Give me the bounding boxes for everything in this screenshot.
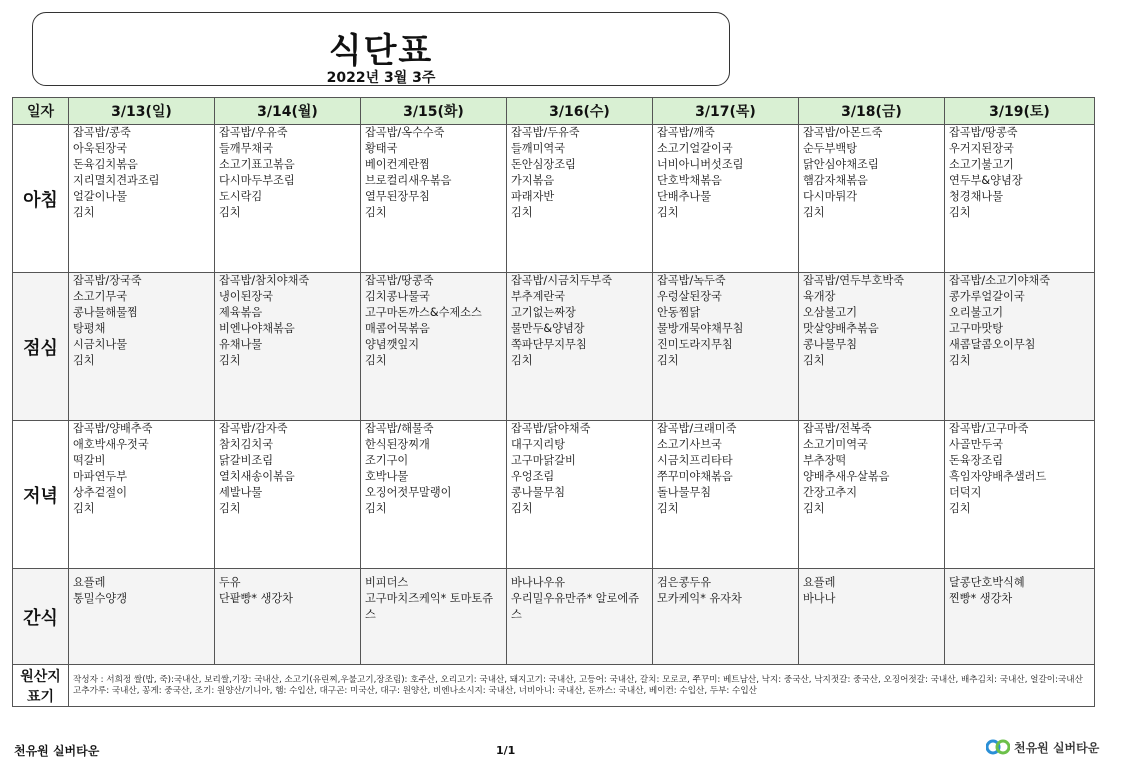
menu-cell: 잡곡밥/시금치두부죽 부추계란국 고기없는짜장 물만두&양념장 쪽파단무지무침 김치 bbox=[507, 273, 653, 421]
menu-cell: 두유 단팥빵* 생강차 bbox=[215, 569, 361, 665]
day-header: 3/13(일) bbox=[69, 98, 215, 125]
menu-cell: 잡곡밥/녹두죽 우렁살된장국 안동찜닭 물방개묵야채무침 진미도라지무침 김치 bbox=[653, 273, 799, 421]
origin-label-text: 원산지 표기 bbox=[20, 668, 61, 705]
day-header: 3/15(화) bbox=[361, 98, 507, 125]
origin-label bbox=[13, 665, 69, 707]
meal-label-snack: 간식 bbox=[13, 569, 69, 665]
menu-cell: 달콩단호박식혜 찐빵* 생강차 bbox=[945, 569, 1095, 665]
origin-row bbox=[13, 665, 1095, 707]
menu-table bbox=[12, 97, 1095, 707]
menu-cell: 잡곡밥/옥수수죽 황태국 베이컨계란찜 브로컬리새우볶음 열무된장무침 김치 bbox=[361, 125, 507, 273]
menu-cell: 잡곡밥/크래미죽 소고기사브국 시금치프리타타 쭈꾸미야채볶음 돌나물무침 김치 bbox=[653, 421, 799, 569]
day-header: 3/19(토) bbox=[945, 98, 1095, 125]
menu-cell: 잡곡밥/땅콩죽 김치콩나물국 고구마돈까스&수제소스 매콤어묵볶음 양념깻잎지 김치 bbox=[361, 273, 507, 421]
footer-org-name: 천유원 실버타운 bbox=[14, 744, 100, 758]
menu-cell: 잡곡밥/소고기야채죽 콩가루얼갈이국 오리불고기 고구마맛탕 새콤달콤오이무침 김치 bbox=[945, 273, 1095, 421]
day-header: 3/14(월) bbox=[215, 98, 361, 125]
menu-cell: 비피더스 고구마치즈케익* 토마토쥬스 bbox=[361, 569, 507, 665]
day-header: 3/16(수) bbox=[507, 98, 653, 125]
menu-cell: 잡곡밥/닭야채죽 대구지리탕 고구마닭갈비 우엉조림 콩나물무침 김치 bbox=[507, 421, 653, 569]
snack-row bbox=[13, 569, 1095, 665]
menu-cell: 잡곡밥/해물죽 한식된장찌개 조기구이 호박나물 오징어젓무말랭이 김치 bbox=[361, 421, 507, 569]
menu-cell: 검은콩두유 모카케익* 유자차 bbox=[653, 569, 799, 665]
meal-label-dinner: 저녁 bbox=[13, 421, 69, 569]
page-title: 식단표 bbox=[328, 31, 434, 71]
menu-cell: 잡곡밥/깨죽 소고기얼갈이국 너비아니버섯조림 단호박채볶음 단배추나물 김치 bbox=[653, 125, 799, 273]
breakfast-row bbox=[13, 125, 1095, 273]
menu-cell: 잡곡밥/콩죽 아욱된장국 돈육김치볶음 지리멸치견과조림 얼갈이나물 김치 bbox=[69, 125, 215, 273]
page-number: 1/1 bbox=[496, 744, 516, 757]
menu-cell: 요플레 바나나 bbox=[799, 569, 945, 665]
menu-cell: 잡곡밥/양배추죽 애호박새우젓국 떡갈비 마파연두부 상추겉절이 김치 bbox=[69, 421, 215, 569]
day-header: 3/17(목) bbox=[653, 98, 799, 125]
meal-label-lunch: 점심 bbox=[13, 273, 69, 421]
menu-cell: 잡곡밥/장국죽 소고기무국 콩나물해물찜 탕평채 시금치나물 김치 bbox=[69, 273, 215, 421]
day-header: 3/18(금) bbox=[799, 98, 945, 125]
menu-cell: 요플레 통밀수양갱 bbox=[69, 569, 215, 665]
menu-cell: 잡곡밥/땅콩죽 우거지된장국 소고기불고기 연두부&양념장 청경채나물 김치 bbox=[945, 125, 1095, 273]
menu-cell: 바나나우유 우리밀우유만쥬* 알로에쥬스 bbox=[507, 569, 653, 665]
menu-cell: 잡곡밥/전복죽 소고기미역국 부추장떡 양배추새우살볶음 간장고추지 김치 bbox=[799, 421, 945, 569]
logo-icon bbox=[986, 738, 1010, 756]
page-subtitle: 2022년 3월 3주 bbox=[326, 70, 436, 86]
date-header-row bbox=[13, 98, 1095, 125]
logo-text: 천유원 실버타운 bbox=[1014, 740, 1100, 755]
menu-cell: 잡곡밥/고구마죽 사골만두국 돈육장조림 흑임자양배추샐러드 더덕지 김치 bbox=[945, 421, 1095, 569]
menu-cell: 잡곡밥/우유죽 들깨무채국 소고기표고볶음 다시마두부조림 도시락김 김치 bbox=[215, 125, 361, 273]
dinner-row bbox=[13, 421, 1095, 569]
meal-label-breakfast: 아침 bbox=[13, 125, 69, 273]
menu-cell: 잡곡밥/참치야채죽 냉이된장국 제육볶음 비엔나야채볶음 유채나물 김치 bbox=[215, 273, 361, 421]
menu-cell: 잡곡밥/연두부호박죽 육개장 오삼불고기 맛살양배추볶음 콩나물무침 김치 bbox=[799, 273, 945, 421]
lunch-row bbox=[13, 273, 1095, 421]
menu-cell: 잡곡밥/두유죽 들깨미역국 돈안심장조림 가지볶음 파래자반 김치 bbox=[507, 125, 653, 273]
menu-cell: 잡곡밥/아몬드죽 순두부백탕 닭안심야채조림 햄감자채볶음 다시마튀각 김치 bbox=[799, 125, 945, 273]
footer-logo bbox=[986, 738, 1099, 756]
origin-text: 작성자 : 서희정 쌀(밥, 죽):국내산, 보리쌀,기장: 국내산, 소고기(유린찌,우불고기,장조림): 호주산, 오리고기: 국내산, 돼지고기: 국내산, 고등어: 국내산, 갈치: 모로코, 쭈꾸미: 베트남산, 낙지: 중국산, 낙지젓갈: 중국산, 오징어젓갈: 국내산, 배추김치: 국내산, 얼갈이:국내산 고추가루: 국내산, 꽁게: 중국산, 조기: 원양산/기니아, 햄: 수입산, 대구곤: 미국산, 대구: 원양산, 비엔나소시지: 국내산, 너비아니: 국내산, 돈까스: 국내산, 베이컨: 수입산, 두부: 수입산 bbox=[69, 665, 1095, 707]
menu-cell: 잡곡밥/감자죽 참치김치국 닭갈비조림 열치새송이볶음 세발나물 김치 bbox=[215, 421, 361, 569]
title-box bbox=[32, 12, 730, 86]
corner-label: 일자 bbox=[13, 98, 69, 125]
